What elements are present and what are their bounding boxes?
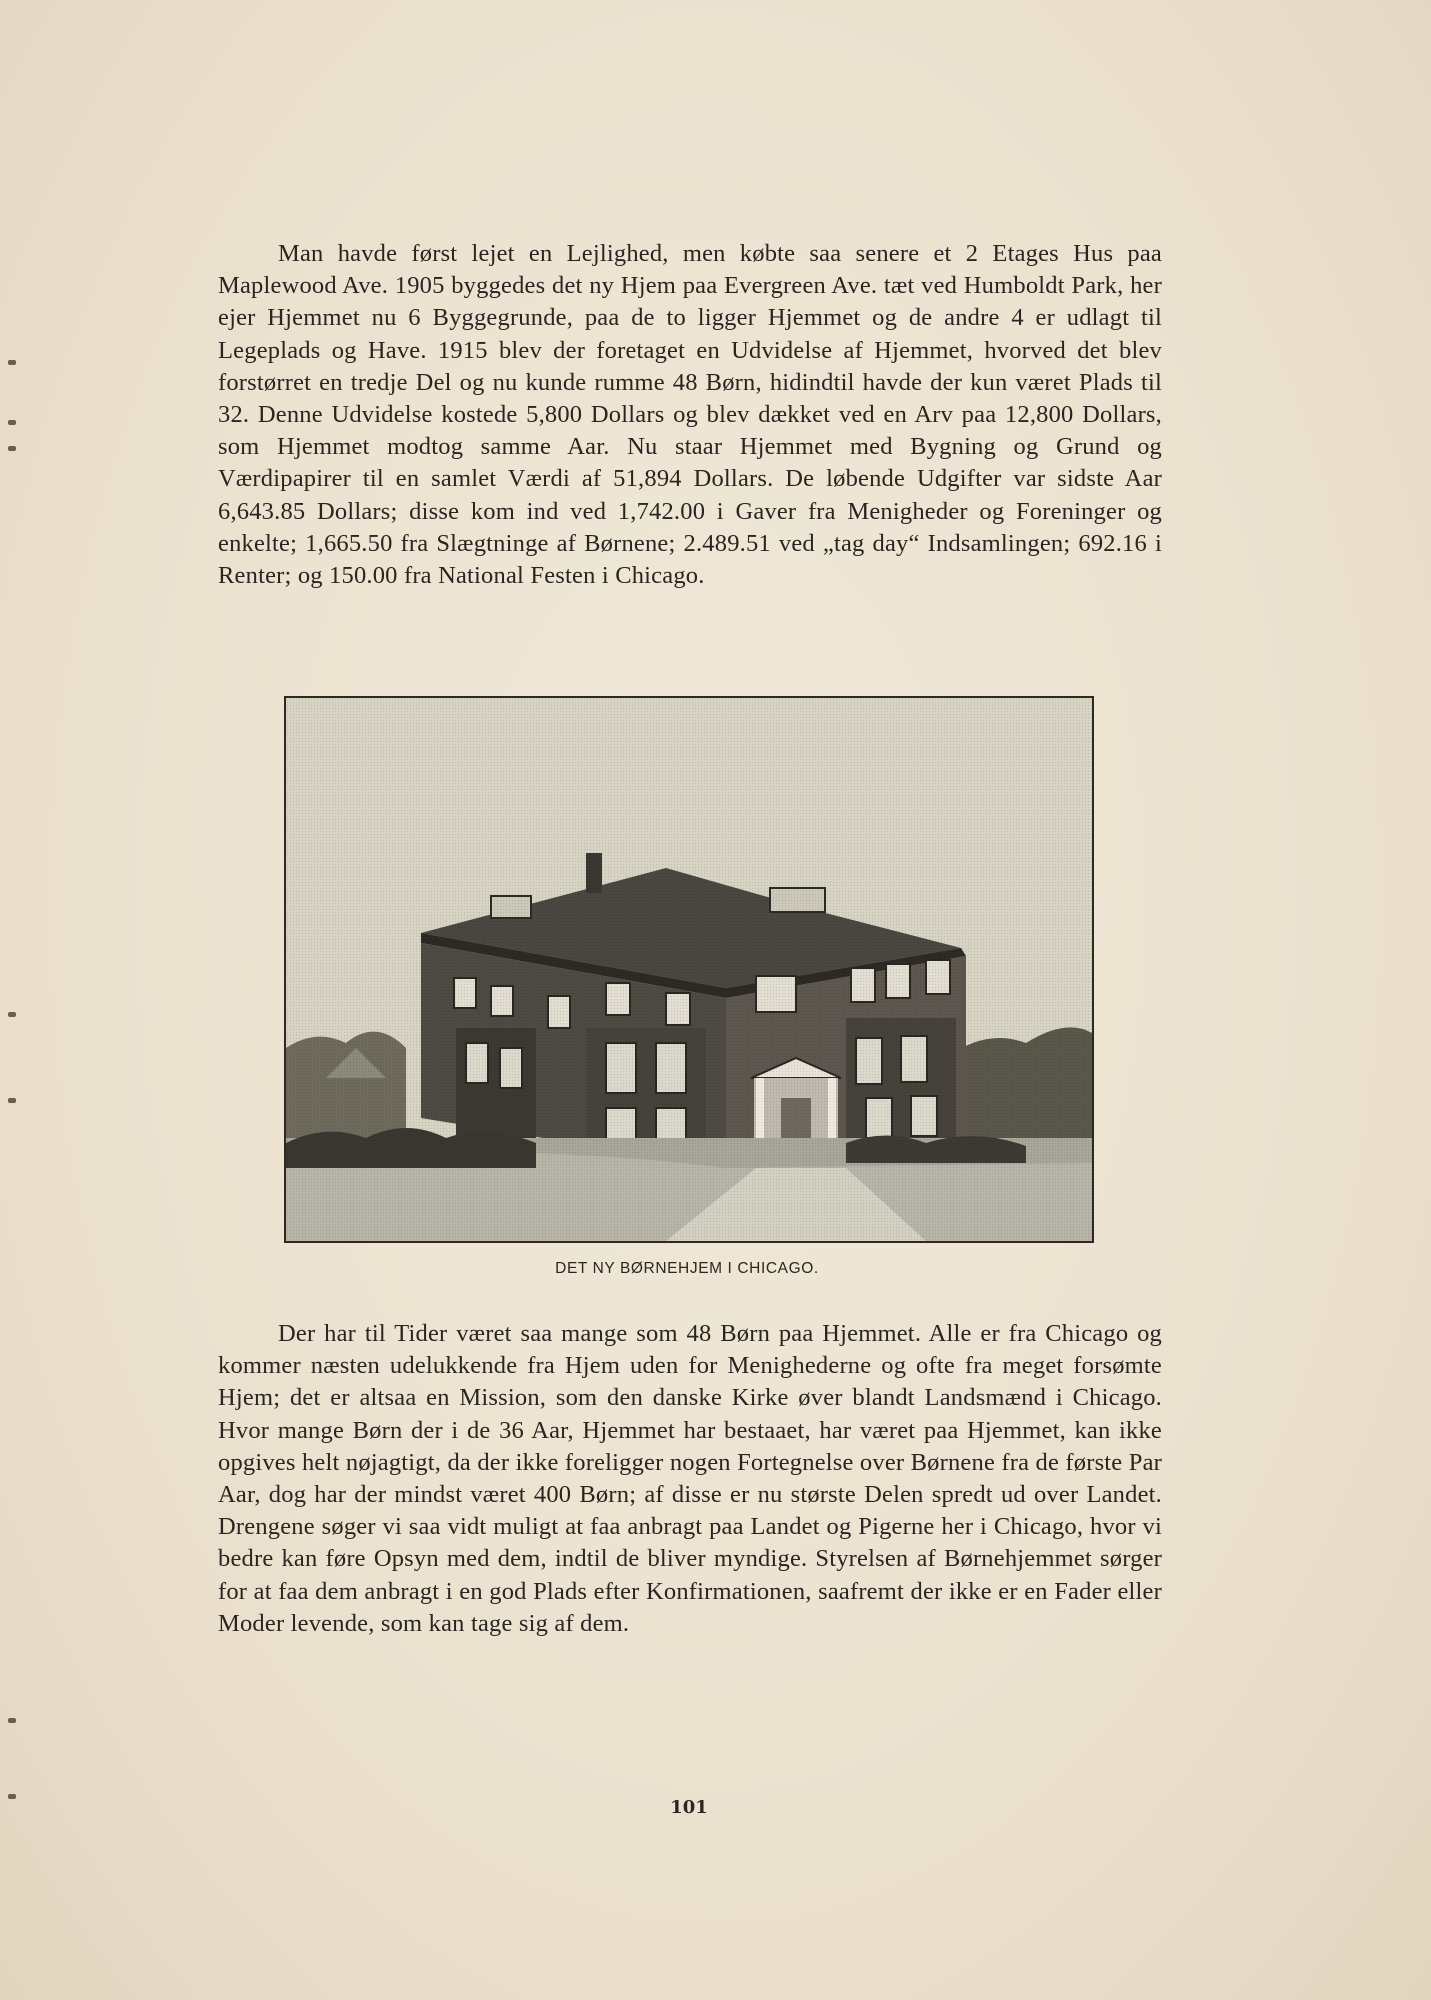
page-number: 101 [670,1797,708,1818]
building-photograph [284,696,1094,1243]
paragraph-children: Der har til Tider været saa mange som 48 Børn paa Hjemmet. Alle er fra Chicago og kommer næsten udelukkende fra Hjem uden for Menighederne og ofte fra meget forsømte Hjem; det er altsaa en Mission, som den danske Kirke øver blandt Landsmænd i Chicago. Hvor mange Børn der i de 36 Aar, Hjemmet har bestaaet, har været paa Hjemmet, kan ikke opgives helt nøjagtigt, da der ikke foreligger nogen Fortegnelse over Børnene fra de første Par Aar, dog har der mindst været 400 Børn; af disse er nu største Delen spredt ud over Landet. Drengene søger vi saa vidt muligt at faa anbragt paa Landet og Pigerne her i Chicago, hvor vi bedre kan føre Opsyn med dem, indtil de bliver myndige. Styrelsen af Børnehjemmet sørger for at faa dem anbragt i en god Plads efter Konfirmationen, saafremt der ikke er en Fader eller Moder levende, som kan tage sig af dem. [218,1320,1162,1637]
childrens-home-illustration [286,698,1092,1241]
photo-caption: DET NY BØRNEHJEM I CHICAGO. [555,1260,819,1277]
paragraph-history: Man havde først lejet en Lejlighed, men købte saa senere et 2 Etages Hus paa Maplewood Ave. 1905 byggedes det ny Hjem paa Evergreen Ave. tæt ved Humboldt Park, her ejer Hjemmet nu 6 Byggegrunde, paa de to ligger Hjemmet og de andre 4 er udlagt til Legeplads og Have. 1915 blev der foretaget en Udvidelse af Hjemmet, hvorved det blev forstørret en tredje Del og nu kunde rumme 48 Børn, hidindtil havde der kun været Plads til 32. Denne Udvidelse kostede 5,800 Dollars og blev dækket ved en Arv paa 12,800 Dollars, som Hjemmet modtog samme Aar. Nu staar Hjemmet med Bygning og Grund og Værdipapirer til en samlet Værdi af 51,894 Dollars. De løbende Udgifter var sidste Aar 6,643.85 Dollars; disse kom ind ved 1,742.00 i Gaver fra Menigheder og Foreninger og enkelte; 1,665.50 fra Slægtninge af Børnene; 2.489.51 ved „tag day“ Indsamlingen; 692.16 i Renter; og 150.00 fra National Festen i Chicago. [218,240,1162,590]
binding-edge-marks [0,0,30,2000]
